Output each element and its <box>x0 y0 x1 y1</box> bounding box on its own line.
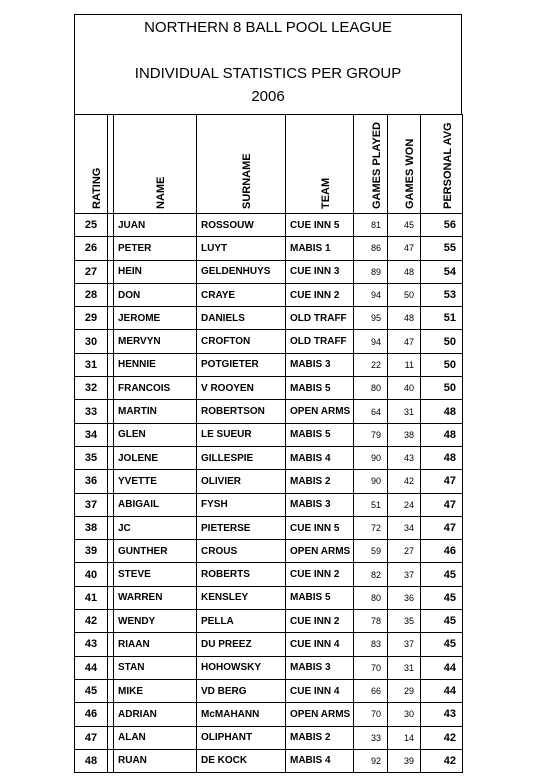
name-cell: JOLENE <box>114 446 197 469</box>
name-cell: JEROME <box>114 307 197 330</box>
surname-cell: ROSSOUW <box>197 214 286 237</box>
games-won-cell: 42 <box>388 470 421 493</box>
team-cell: OLD TRAFF <box>286 307 354 330</box>
table-row <box>75 586 463 609</box>
rating-cell: 34 <box>75 423 108 446</box>
rating-cell: 45 <box>75 679 108 702</box>
surname-cell: OLIPHANT <box>197 726 286 749</box>
personal-avg-cell: 44 <box>421 679 463 702</box>
games-played-cell: 22 <box>354 353 388 376</box>
team-cell: CUE INN 5 <box>286 214 354 237</box>
surname-cell: PELLA <box>197 610 286 633</box>
team-cell: OPEN ARMS <box>286 400 354 423</box>
team-cell: MABIS 5 <box>286 423 354 446</box>
team-cell: MABIS 3 <box>286 493 354 516</box>
surname-cell: McMAHANN <box>197 703 286 726</box>
games-played-cell: 33 <box>354 726 388 749</box>
name-cell: PETER <box>114 237 197 260</box>
personal-avg-cell: 48 <box>421 446 463 469</box>
stats-sheet <box>74 14 462 770</box>
personal-avg-cell: 51 <box>421 307 463 330</box>
team-cell: CUE INN 3 <box>286 260 354 283</box>
rating-cell: 35 <box>75 446 108 469</box>
personal-avg-cell: 47 <box>421 470 463 493</box>
games-played-cell: 70 <box>354 656 388 679</box>
col-header-team: TEAM <box>286 115 354 214</box>
games-won-cell: 36 <box>388 586 421 609</box>
table-row <box>75 307 463 330</box>
games-played-cell: 82 <box>354 563 388 586</box>
games-won-cell: 48 <box>388 307 421 330</box>
games-won-cell: 30 <box>388 703 421 726</box>
personal-avg-cell: 47 <box>421 516 463 539</box>
table-row <box>75 493 463 516</box>
personal-avg-cell: 48 <box>421 400 463 423</box>
table-row <box>75 470 463 493</box>
table-row <box>75 633 463 656</box>
games-played-cell: 70 <box>354 703 388 726</box>
team-cell: OPEN ARMS <box>286 540 354 563</box>
rating-cell: 37 <box>75 493 108 516</box>
games-won-cell: 31 <box>388 656 421 679</box>
personal-avg-cell: 43 <box>421 703 463 726</box>
surname-cell: GELDENHUYS <box>197 260 286 283</box>
games-won-cell: 39 <box>388 749 421 772</box>
personal-avg-cell: 42 <box>421 749 463 772</box>
personal-avg-cell: 54 <box>421 260 463 283</box>
team-cell: CUE INN 2 <box>286 610 354 633</box>
personal-avg-cell: 50 <box>421 353 463 376</box>
surname-cell: CRAYE <box>197 283 286 306</box>
games-played-cell: 72 <box>354 516 388 539</box>
col-header-personal-avg: PERSONAL AVG <box>421 115 463 214</box>
games-won-cell: 40 <box>388 377 421 400</box>
surname-cell: KENSLEY <box>197 586 286 609</box>
name-cell: MIKE <box>114 679 197 702</box>
rating-cell: 39 <box>75 540 108 563</box>
games-won-cell: 29 <box>388 679 421 702</box>
games-played-cell: 78 <box>354 610 388 633</box>
name-cell: MARTIN <box>114 400 197 423</box>
games-played-cell: 79 <box>354 423 388 446</box>
personal-avg-cell: 45 <box>421 633 463 656</box>
table-row <box>75 260 463 283</box>
name-cell: JUAN <box>114 214 197 237</box>
rating-cell: 32 <box>75 377 108 400</box>
name-cell: GLEN <box>114 423 197 446</box>
rating-cell: 26 <box>75 237 108 260</box>
name-cell: FRANCOIS <box>114 377 197 400</box>
games-played-cell: 95 <box>354 307 388 330</box>
games-played-cell: 86 <box>354 237 388 260</box>
rating-cell: 40 <box>75 563 108 586</box>
rating-cell: 29 <box>75 307 108 330</box>
table-row <box>75 703 463 726</box>
games-played-cell: 66 <box>354 679 388 702</box>
personal-avg-cell: 56 <box>421 214 463 237</box>
surname-cell: DU PREEZ <box>197 633 286 656</box>
games-played-cell: 90 <box>354 446 388 469</box>
table-row <box>75 656 463 679</box>
surname-cell: ROBERTSON <box>197 400 286 423</box>
games-won-cell: 14 <box>388 726 421 749</box>
personal-avg-cell: 50 <box>421 330 463 353</box>
surname-cell: CROFTON <box>197 330 286 353</box>
name-cell: DON <box>114 283 197 306</box>
col-header-games-played: GAMES PLAYED <box>354 115 388 214</box>
games-won-cell: 47 <box>388 330 421 353</box>
name-cell: ADRIAN <box>114 703 197 726</box>
table-row <box>75 214 463 237</box>
name-cell: WENDY <box>114 610 197 633</box>
games-played-cell: 94 <box>354 283 388 306</box>
table-row <box>75 540 463 563</box>
personal-avg-cell: 45 <box>421 610 463 633</box>
games-played-cell: 92 <box>354 749 388 772</box>
surname-cell: GILLESPIE <box>197 446 286 469</box>
rating-cell: 43 <box>75 633 108 656</box>
team-cell: MABIS 3 <box>286 656 354 679</box>
games-played-cell: 51 <box>354 493 388 516</box>
table-row <box>75 610 463 633</box>
name-cell: ALAN <box>114 726 197 749</box>
name-cell: HENNIE <box>114 353 197 376</box>
games-won-cell: 24 <box>388 493 421 516</box>
surname-cell: VD BERG <box>197 679 286 702</box>
games-won-cell: 37 <box>388 633 421 656</box>
games-won-cell: 48 <box>388 260 421 283</box>
name-cell: HEIN <box>114 260 197 283</box>
rating-cell: 47 <box>75 726 108 749</box>
personal-avg-cell: 42 <box>421 726 463 749</box>
surname-cell: DE KOCK <box>197 749 286 772</box>
personal-avg-cell: 55 <box>421 237 463 260</box>
personal-avg-cell: 45 <box>421 563 463 586</box>
team-cell: MABIS 5 <box>286 377 354 400</box>
col-header-games-won: GAMES WON <box>388 115 421 214</box>
name-cell: GUNTHER <box>114 540 197 563</box>
personal-avg-cell: 45 <box>421 586 463 609</box>
name-cell: WARREN <box>114 586 197 609</box>
rating-cell: 41 <box>75 586 108 609</box>
rating-cell: 44 <box>75 656 108 679</box>
surname-cell: CROUS <box>197 540 286 563</box>
rating-cell: 48 <box>75 749 108 772</box>
name-cell: ABIGAIL <box>114 493 197 516</box>
surname-cell: LE SUEUR <box>197 423 286 446</box>
team-cell: MABIS 2 <box>286 726 354 749</box>
col-header-surname: SURNAME <box>197 115 286 214</box>
surname-cell: V ROOYEN <box>197 377 286 400</box>
statistics-table <box>74 114 463 773</box>
team-cell: CUE INN 2 <box>286 283 354 306</box>
surname-cell: FYSH <box>197 493 286 516</box>
games-won-cell: 35 <box>388 610 421 633</box>
team-cell: MABIS 4 <box>286 749 354 772</box>
rating-cell: 42 <box>75 610 108 633</box>
games-won-cell: 43 <box>388 446 421 469</box>
team-cell: CUE INN 4 <box>286 633 354 656</box>
name-cell: RIAAN <box>114 633 197 656</box>
sheet-subtitle: INDIVIDUAL STATISTICS PER GROUP <box>134 65 402 82</box>
name-cell: MERVYN <box>114 330 197 353</box>
surname-cell: HOHOWSKY <box>197 656 286 679</box>
team-cell: CUE INN 5 <box>286 516 354 539</box>
league-title: NORTHERN 8 BALL POOL LEAGUE <box>144 19 392 36</box>
name-cell: JC <box>114 516 197 539</box>
team-cell: MABIS 5 <box>286 586 354 609</box>
games-played-cell: 59 <box>354 540 388 563</box>
surname-cell: OLIVIER <box>197 470 286 493</box>
table-row <box>75 423 463 446</box>
table-row <box>75 516 463 539</box>
table-row <box>75 749 463 772</box>
team-cell: CUE INN 4 <box>286 679 354 702</box>
games-won-cell: 45 <box>388 214 421 237</box>
personal-avg-cell: 47 <box>421 493 463 516</box>
personal-avg-cell: 48 <box>421 423 463 446</box>
surname-cell: DANIELS <box>197 307 286 330</box>
table-row <box>75 679 463 702</box>
surname-cell: PIETERSE <box>197 516 286 539</box>
surname-cell: LUYT <box>197 237 286 260</box>
name-cell: YVETTE <box>114 470 197 493</box>
personal-avg-cell: 46 <box>421 540 463 563</box>
games-won-cell: 34 <box>388 516 421 539</box>
games-played-cell: 83 <box>354 633 388 656</box>
rating-cell: 46 <box>75 703 108 726</box>
team-cell: CUE INN 2 <box>286 563 354 586</box>
games-won-cell: 27 <box>388 540 421 563</box>
rating-cell: 31 <box>75 353 108 376</box>
personal-avg-cell: 44 <box>421 656 463 679</box>
title-box <box>74 14 462 115</box>
surname-cell: POTGIETER <box>197 353 286 376</box>
table-row <box>75 377 463 400</box>
games-played-cell: 94 <box>354 330 388 353</box>
rating-cell: 30 <box>75 330 108 353</box>
table-row <box>75 400 463 423</box>
rating-cell: 38 <box>75 516 108 539</box>
name-cell: STEVE <box>114 563 197 586</box>
table-row <box>75 446 463 469</box>
games-played-cell: 80 <box>354 586 388 609</box>
team-cell: MABIS 2 <box>286 470 354 493</box>
games-won-cell: 38 <box>388 423 421 446</box>
team-cell: MABIS 1 <box>286 237 354 260</box>
surname-cell: ROBERTS <box>197 563 286 586</box>
games-played-cell: 90 <box>354 470 388 493</box>
games-played-cell: 81 <box>354 214 388 237</box>
col-header-rating: RATING <box>75 115 108 214</box>
name-cell: STAN <box>114 656 197 679</box>
header-row <box>75 115 463 214</box>
games-played-cell: 89 <box>354 260 388 283</box>
col-header-name: NAME <box>114 115 197 214</box>
season-year: 2006 <box>251 88 285 105</box>
table-row <box>75 563 463 586</box>
rating-cell: 33 <box>75 400 108 423</box>
games-won-cell: 37 <box>388 563 421 586</box>
team-cell: MABIS 4 <box>286 446 354 469</box>
table-row <box>75 330 463 353</box>
team-cell: MABIS 3 <box>286 353 354 376</box>
games-won-cell: 11 <box>388 353 421 376</box>
personal-avg-cell: 53 <box>421 283 463 306</box>
table-row <box>75 353 463 376</box>
team-cell: OPEN ARMS <box>286 703 354 726</box>
rating-cell: 28 <box>75 283 108 306</box>
rating-cell: 27 <box>75 260 108 283</box>
games-won-cell: 31 <box>388 400 421 423</box>
personal-avg-cell: 50 <box>421 377 463 400</box>
table-row <box>75 237 463 260</box>
games-played-cell: 80 <box>354 377 388 400</box>
rating-cell: 25 <box>75 214 108 237</box>
games-won-cell: 50 <box>388 283 421 306</box>
games-played-cell: 64 <box>354 400 388 423</box>
table-row <box>75 283 463 306</box>
table-row <box>75 726 463 749</box>
games-won-cell: 47 <box>388 237 421 260</box>
rating-cell: 36 <box>75 470 108 493</box>
name-cell: RUAN <box>114 749 197 772</box>
team-cell: OLD TRAFF <box>286 330 354 353</box>
